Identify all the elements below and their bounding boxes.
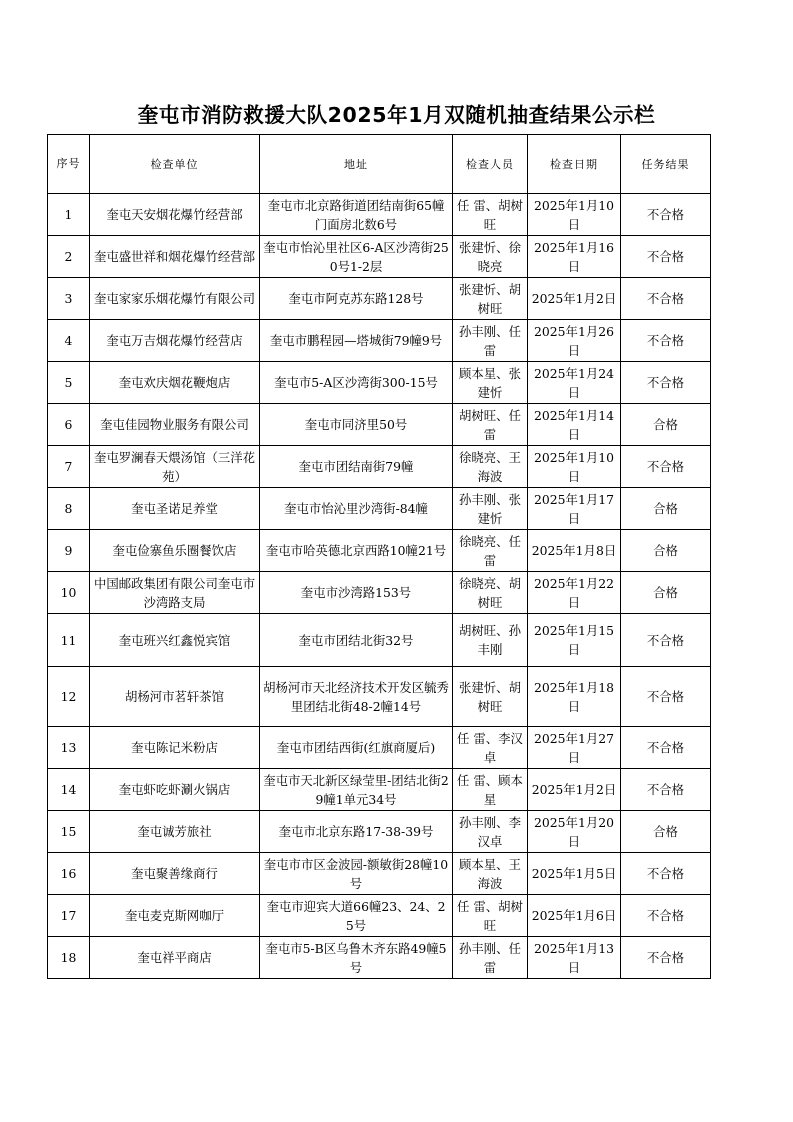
cell-result: 不合格 xyxy=(621,446,711,488)
cell-result: 合格 xyxy=(621,404,711,446)
cell-address: 奎屯市市区金波园-额敏街28幢10号 xyxy=(260,853,453,895)
cell-date: 2025年1月17日 xyxy=(528,488,621,530)
cell-unit: 奎屯圣诺足养堂 xyxy=(90,488,260,530)
header-seq: 序号 xyxy=(48,135,90,194)
cell-inspectors: 任 雷、胡树旺 xyxy=(453,895,528,937)
cell-inspectors: 任 雷、顾本星 xyxy=(453,769,528,811)
cell-address: 奎屯市5-B区乌鲁木齐东路49幢5号 xyxy=(260,937,453,979)
cell-address: 奎屯市北京路街道团结南街65幢门面房北数6号 xyxy=(260,194,453,236)
cell-unit: 中国邮政集团有限公司奎屯市沙湾路支局 xyxy=(90,572,260,614)
cell-address: 奎屯市哈英德北京西路10幢21号 xyxy=(260,530,453,572)
cell-address: 奎屯市怡沁里社区6-A区沙湾街250号1-2层 xyxy=(260,236,453,278)
table-row xyxy=(48,530,711,572)
table-row xyxy=(48,446,711,488)
table-row xyxy=(48,769,711,811)
header-address: 地址 xyxy=(260,135,453,194)
cell-address: 奎屯市5-A区沙湾街300-15号 xyxy=(260,362,453,404)
cell-date: 2025年1月16日 xyxy=(528,236,621,278)
table-row xyxy=(48,727,711,769)
cell-result: 不合格 xyxy=(621,667,711,727)
table-row xyxy=(48,362,711,404)
cell-result: 不合格 xyxy=(621,194,711,236)
cell-address: 奎屯市阿克苏东路128号 xyxy=(260,278,453,320)
cell-seq: 16 xyxy=(48,853,90,895)
table-row xyxy=(48,572,711,614)
cell-unit: 奎屯佳园物业服务有限公司 xyxy=(90,404,260,446)
cell-date: 2025年1月10日 xyxy=(528,194,621,236)
cell-seq: 2 xyxy=(48,236,90,278)
cell-date: 2025年1月20日 xyxy=(528,811,621,853)
cell-seq: 15 xyxy=(48,811,90,853)
table-row xyxy=(48,667,711,727)
cell-seq: 17 xyxy=(48,895,90,937)
cell-seq: 5 xyxy=(48,362,90,404)
cell-inspectors: 孙丰刚、李汉卓 xyxy=(453,811,528,853)
table-row xyxy=(48,404,711,446)
cell-unit: 奎屯麦克斯网咖厅 xyxy=(90,895,260,937)
cell-inspectors: 任 雷、李汉卓 xyxy=(453,727,528,769)
cell-address: 奎屯市沙湾路153号 xyxy=(260,572,453,614)
cell-inspectors: 徐晓亮、王海波 xyxy=(453,446,528,488)
cell-seq: 14 xyxy=(48,769,90,811)
cell-inspectors: 顾本星、张建忻 xyxy=(453,362,528,404)
cell-date: 2025年1月5日 xyxy=(528,853,621,895)
cell-unit: 奎屯天安烟花爆竹经营部 xyxy=(90,194,260,236)
table-row xyxy=(48,236,711,278)
cell-inspectors: 顾本星、王海波 xyxy=(453,853,528,895)
cell-seq: 12 xyxy=(48,667,90,727)
cell-unit: 奎屯祥平商店 xyxy=(90,937,260,979)
cell-date: 2025年1月14日 xyxy=(528,404,621,446)
table-row xyxy=(48,811,711,853)
header-result: 任务结果 xyxy=(621,135,711,194)
cell-inspectors: 孙丰刚、张建忻 xyxy=(453,488,528,530)
inspection-results-table xyxy=(47,134,711,979)
table-header-row xyxy=(48,135,711,194)
cell-unit: 奎屯盛世祥和烟花爆竹经营部 xyxy=(90,236,260,278)
cell-date: 2025年1月24日 xyxy=(528,362,621,404)
cell-result: 不合格 xyxy=(621,614,711,667)
cell-seq: 18 xyxy=(48,937,90,979)
cell-result: 不合格 xyxy=(621,937,711,979)
table-row xyxy=(48,937,711,979)
cell-date: 2025年1月15日 xyxy=(528,614,621,667)
cell-inspectors: 胡树旺、任 雷 xyxy=(453,404,528,446)
cell-inspectors: 徐晓亮、胡树旺 xyxy=(453,572,528,614)
table-row xyxy=(48,320,711,362)
cell-result: 不合格 xyxy=(621,236,711,278)
cell-inspectors: 孙丰刚、任 雷 xyxy=(453,320,528,362)
cell-date: 2025年1月10日 xyxy=(528,446,621,488)
cell-unit: 奎屯罗澜春天煨汤馆（三洋花苑） xyxy=(90,446,260,488)
table-row xyxy=(48,488,711,530)
cell-result: 不合格 xyxy=(621,769,711,811)
cell-seq: 13 xyxy=(48,727,90,769)
cell-result: 合格 xyxy=(621,811,711,853)
table-body xyxy=(48,194,711,979)
cell-address: 奎屯市怡沁里沙湾街-84幢 xyxy=(260,488,453,530)
cell-seq: 3 xyxy=(48,278,90,320)
cell-seq: 8 xyxy=(48,488,90,530)
cell-result: 不合格 xyxy=(621,320,711,362)
cell-date: 2025年1月6日 xyxy=(528,895,621,937)
cell-result: 合格 xyxy=(621,530,711,572)
cell-address: 奎屯市迎宾大道66幢23、24、25号 xyxy=(260,895,453,937)
cell-inspectors: 徐晓亮、任 雷 xyxy=(453,530,528,572)
cell-unit: 奎屯俭寨鱼乐圈餐饮店 xyxy=(90,530,260,572)
cell-inspectors: 张建忻、胡树旺 xyxy=(453,667,528,727)
cell-unit: 奎屯欢庆烟花鞭炮店 xyxy=(90,362,260,404)
cell-date: 2025年1月18日 xyxy=(528,667,621,727)
cell-date: 2025年1月26日 xyxy=(528,320,621,362)
cell-inspectors: 孙丰刚、任 雷 xyxy=(453,937,528,979)
header-unit: 检查单位 xyxy=(90,135,260,194)
cell-seq: 1 xyxy=(48,194,90,236)
cell-inspectors: 张建忻、徐晓亮 xyxy=(453,236,528,278)
cell-seq: 4 xyxy=(48,320,90,362)
cell-address: 奎屯市团结南街79幢 xyxy=(260,446,453,488)
cell-result: 不合格 xyxy=(621,362,711,404)
table-row xyxy=(48,194,711,236)
cell-date: 2025年1月2日 xyxy=(528,278,621,320)
cell-inspectors: 张建忻、胡树旺 xyxy=(453,278,528,320)
cell-result: 不合格 xyxy=(621,727,711,769)
cell-date: 2025年1月2日 xyxy=(528,769,621,811)
table-row xyxy=(48,895,711,937)
table-row xyxy=(48,278,711,320)
cell-unit: 奎屯陈记米粉店 xyxy=(90,727,260,769)
cell-result: 合格 xyxy=(621,572,711,614)
cell-unit: 奎屯虾吃虾涮火锅店 xyxy=(90,769,260,811)
header-date: 检查日期 xyxy=(528,135,621,194)
table-row xyxy=(48,853,711,895)
cell-address: 胡杨河市天北经济技术开发区毓秀里团结北街48-2幢14号 xyxy=(260,667,453,727)
cell-result: 合格 xyxy=(621,488,711,530)
page-title: 奎屯市消防救援大队2025年1月双随机抽查结果公示栏 xyxy=(137,103,656,127)
cell-seq: 9 xyxy=(48,530,90,572)
cell-date: 2025年1月22日 xyxy=(528,572,621,614)
cell-inspectors: 任 雷、胡树旺 xyxy=(453,194,528,236)
cell-result: 不合格 xyxy=(621,895,711,937)
cell-address: 奎屯市团结西街(红旗商厦后) xyxy=(260,727,453,769)
cell-result: 不合格 xyxy=(621,278,711,320)
cell-unit: 奎屯诚芳旅社 xyxy=(90,811,260,853)
cell-inspectors: 胡树旺、孙丰刚 xyxy=(453,614,528,667)
cell-date: 2025年1月13日 xyxy=(528,937,621,979)
cell-address: 奎屯市团结北街32号 xyxy=(260,614,453,667)
cell-unit: 奎屯班兴红鑫悦宾馆 xyxy=(90,614,260,667)
cell-unit: 胡杨河市茗轩茶馆 xyxy=(90,667,260,727)
cell-seq: 6 xyxy=(48,404,90,446)
cell-seq: 7 xyxy=(48,446,90,488)
cell-result: 不合格 xyxy=(621,853,711,895)
cell-address: 奎屯市天北新区绿莹里-团结北街29幢1单元34号 xyxy=(260,769,453,811)
cell-address: 奎屯市鹏程园—塔城街79幢9号 xyxy=(260,320,453,362)
cell-date: 2025年1月8日 xyxy=(528,530,621,572)
cell-seq: 11 xyxy=(48,614,90,667)
cell-unit: 奎屯聚善缘商行 xyxy=(90,853,260,895)
cell-date: 2025年1月27日 xyxy=(528,727,621,769)
table-row xyxy=(48,614,711,667)
cell-address: 奎屯市北京东路17-38-39号 xyxy=(260,811,453,853)
cell-unit: 奎屯家家乐烟花爆竹有限公司 xyxy=(90,278,260,320)
cell-address: 奎屯市同济里50号 xyxy=(260,404,453,446)
cell-unit: 奎屯万吉烟花爆竹经营店 xyxy=(90,320,260,362)
header-inspectors: 检查人员 xyxy=(453,135,528,194)
cell-seq: 10 xyxy=(48,572,90,614)
